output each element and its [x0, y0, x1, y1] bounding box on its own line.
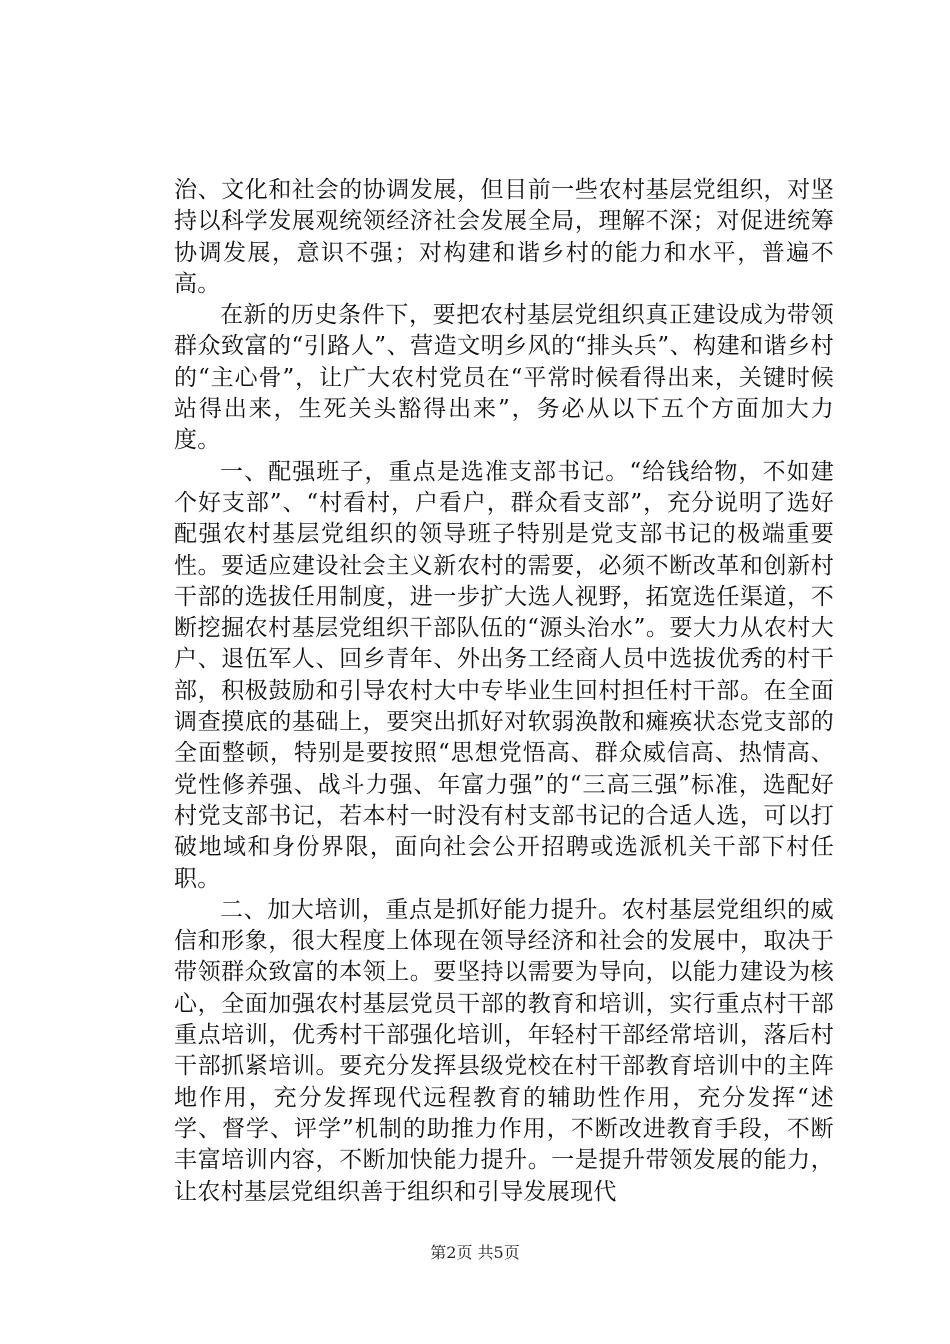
- paragraph-2: 在新的历史条件下，要把农村基层党组织真正建设成为带领群众致富的“引路人”、营造文明乡风的“排头兵”、构建和谐乡村的“主心骨”，让广大农村党员在“平常时候看得出来，关键时候站得出来，生死关头豁得出来”，务必从以下五个方面加大力度。: [174, 302, 834, 454]
- page-number-footer: 第2页 共5页: [430, 1243, 520, 1262]
- document-body: [174, 175, 834, 1208]
- paragraph-4: 二、加大培训，重点是抓好能力提升。农村基层党组织的威信和形象，很大程度上体现在领导经济和社会的发展中，取决于带领群众致富的本领上。要坚持以需要为导向，以能力建设为核心，全面加强农村基层党员干部的教育和培训，实行重点村干部重点培训，优秀村干部强化培训，年轻村干部经常培训，落后村干部抓紧培训。要充分发挥县级党校在村干部教育培训中的主阵地作用，充分发挥现代远程教育的辅助性作用，充分发挥“述学、督学、评学”机制的助推力作用，不断改进教育手段，不断丰富培训内容，不断加快能力提升。一是提升带领发展的能力，让农村基层党组织善于组织和引导发展现代: [174, 896, 834, 1205]
- paragraph-3: 一、配强班子，重点是选准支部书记。“给钱给物，不如建个好支部”、“村看村，户看户，群众看支部”，充分说明了选好配强农村基层党组织的领导班子特别是党支部书记的极端重要性。要适应建设社会主义新农村的需要，必须不断改革和创新村干部的选拔任用制度，进一步扩大选人视野，拓宽选任渠道，不断挖掘农村基层党组织干部队伍的“源头治水”。要大力从农村大户、退伍军人、回乡青年、外出务工经商人员中选拔优秀的村干部，积极鼓励和引导农村大中专毕业生回村担任村干部。在全面调查摸底的基础上，要突出抓好对软弱涣散和瘫痪状态党支部的全面整顿，特别是要按照“思想党悟高、群众威信高、热情高、党性修养强、战斗力强、年富力强”的“三高三强”标准，选配好村党支部书记，若本村一时没有村支部书记的合适人选，可以打破地域和身份界限，面向社会公开招聘或选派机关干部下村任职。: [174, 458, 834, 892]
- paragraph-1: 治、文化和社会的协调发展，但目前一些农村基层党组织，对坚持以科学发展观统领经济社会发展全局，理解不深；对促进统筹协调发展，意识不强；对构建和谐乡村的能力和水平，普遍不高。: [174, 177, 834, 297]
